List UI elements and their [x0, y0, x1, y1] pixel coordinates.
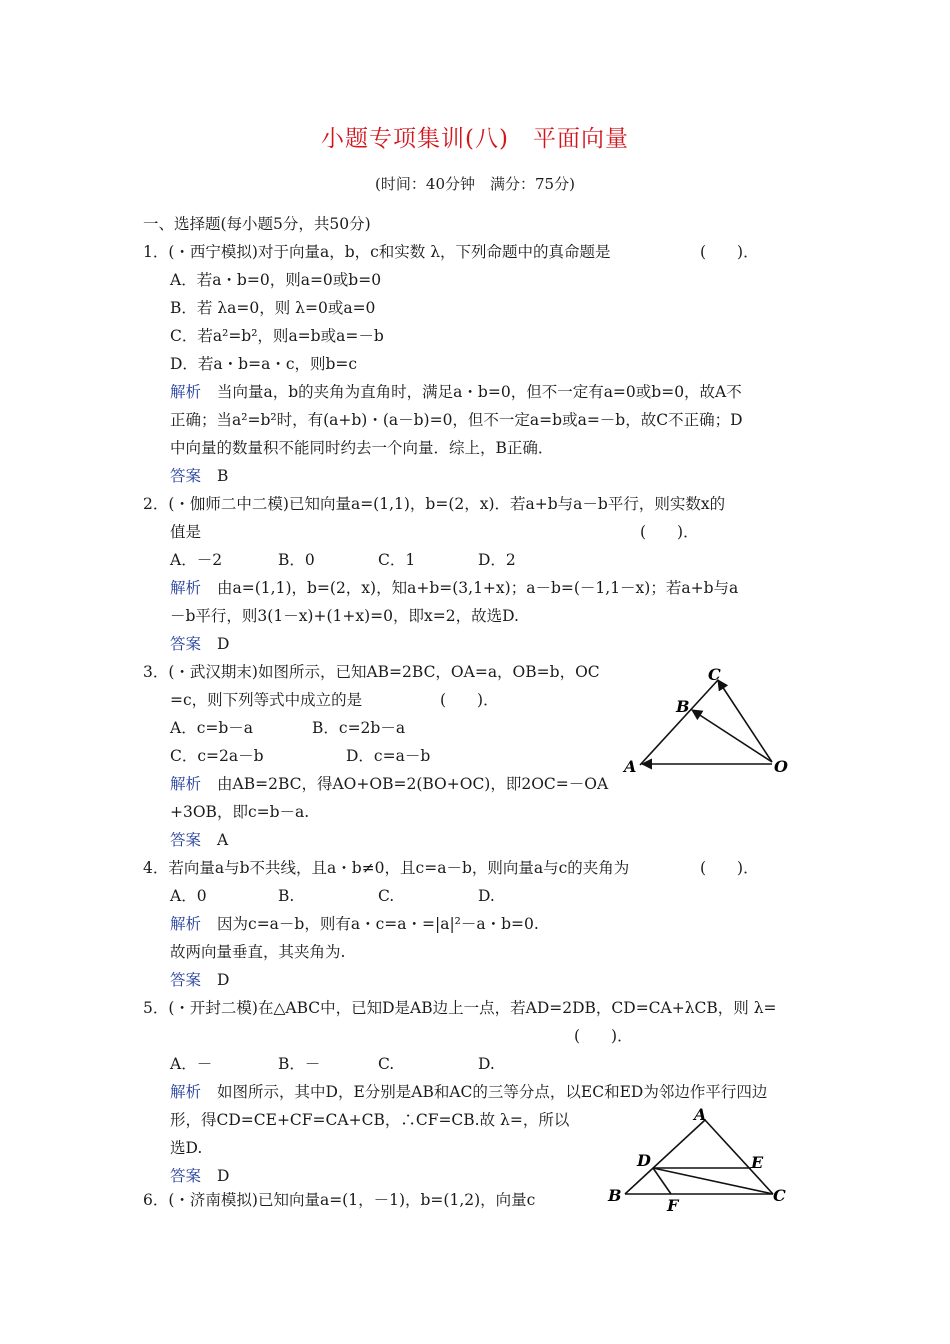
- q1-analysis-line: 中向量的数量积不能同时约去一个向量．综上，B正确．: [170, 439, 554, 457]
- q4-paren: ( )．: [700, 859, 759, 877]
- q3-answer-line: [170, 830, 228, 850]
- q3-option-d: D．c=a－b: [346, 747, 431, 765]
- analysis-label: 解析: [170, 1083, 202, 1101]
- q3-analysis-line: 解析 由AB=2BC，得AO+OB=2(BO+OC)，即2OC=－OA: [170, 775, 609, 793]
- q1-option-a: A．若a・b=0，则a=0或b=0: [170, 271, 382, 289]
- q5-paren: ( )．: [574, 1027, 633, 1045]
- q5-option-a: A．－: [170, 1055, 213, 1073]
- q3-line-ac: [640, 680, 718, 765]
- q2-option-b: B．0: [278, 551, 315, 569]
- analysis-label: 解析: [170, 383, 202, 401]
- q5-option-c: C.: [378, 1055, 395, 1073]
- q4-answer: D: [217, 971, 230, 989]
- q2-option-a: A．－2: [170, 551, 223, 569]
- q3-paren: ( )．: [440, 691, 499, 709]
- q1-paren: ( )．: [700, 243, 759, 261]
- q5-label-b: B: [608, 1186, 622, 1205]
- q3-label-o: O: [774, 757, 788, 776]
- q2-analysis-line: －b平行，则3(1－x)+(1+x)=0，即x=2，故选D.: [170, 607, 519, 625]
- q4-option-a: A．0: [170, 887, 207, 905]
- section-heading: 一、选择题(每小题5分，共50分): [143, 215, 371, 233]
- q5-label-e: E: [751, 1153, 764, 1172]
- q4-option-d: D.: [478, 887, 495, 905]
- q5-answer: D: [217, 1167, 230, 1185]
- q2-stem-cont: 值是: [170, 523, 202, 541]
- q4-option-c: C.: [378, 887, 395, 905]
- q5-analysis-line: 形，得CD=CE+CF=CA+CB，∴CF=CB.故 λ=，所以: [170, 1111, 570, 1129]
- q3-line-ob: [692, 710, 772, 762]
- q1-analysis-line: 解析 当向量a，b的夹角为直角时，满足a・b=0，但不一定有a=0或b=0，故A不: [170, 383, 742, 401]
- q3-analysis-line: +3OB，即c=b－a.: [170, 803, 310, 821]
- q3-label-c: C: [708, 665, 721, 684]
- answer-label: 答案: [170, 467, 202, 485]
- analysis-label: 解析: [170, 915, 202, 933]
- q4-answer-line: [170, 970, 229, 990]
- q4-analysis-line: 解析 因为c=a－b，则有a・c=a・=|a|²－a・b=0.: [170, 915, 539, 933]
- q3-option-b: B．c=2b－a: [312, 719, 406, 737]
- q3-option-c: C．c=2a－b: [170, 747, 264, 765]
- q5-label-d: D: [637, 1151, 651, 1170]
- q3-figure: [620, 660, 800, 780]
- page-title: 小题专项集训(八) 平面向量: [321, 126, 629, 152]
- page-subtitle: (时间：40分钟 满分：75分): [375, 175, 575, 193]
- q3-label-b: B: [676, 697, 690, 716]
- q5-figure: [605, 1104, 795, 1214]
- q1-answer: B: [217, 467, 229, 485]
- q5-label-f: F: [667, 1196, 679, 1214]
- answer-label: 答案: [170, 635, 202, 653]
- q3-stem-cont: =c，则下列等式中成立的是: [170, 691, 363, 709]
- q2-option-d: D．2: [478, 551, 516, 569]
- q2-stem: 2．(・伽师二中二模)已知向量a=(1,1)，b=(2，x)．若a+b与a－b平行，则实数x的: [143, 495, 726, 513]
- q3-answer: A: [217, 831, 229, 849]
- analysis-label: 解析: [170, 775, 202, 793]
- q5-label-c: C: [773, 1186, 786, 1205]
- q3-stem: 3．(・武汉期末)如图所示，已知AB=2BC，OA=a，OB=b，OC: [143, 663, 600, 681]
- q5-label-a: A: [694, 1105, 707, 1124]
- q5-analysis-line: 解析 如图所示，其中D，E分别是AB和AC的三等分点，以EC和ED为邻边作平行四边: [170, 1083, 768, 1101]
- q5-stem: 5．(・开封二模)在△ABC中，已知D是AB边上一点，若AD=2DB，CD=CA+λCB，则 λ=: [143, 999, 777, 1017]
- analysis-label: 解析: [170, 579, 202, 597]
- q6-stem: 6．(・济南模拟)已知向量a=(1，－1)，b=(1,2)，向量c: [143, 1191, 536, 1209]
- q1-analysis-line: 正确；当a²=b²时，有(a+b)・(a－b)=0，但不一定a=b或a=－b，故C不正确；D: [170, 411, 743, 429]
- q2-answer: D: [217, 635, 230, 653]
- answer-label: 答案: [170, 1167, 202, 1185]
- q1-stem: 1．(・西宁模拟)对于向量a，b，c和实数 λ，下列命题中的真命题是: [143, 243, 611, 261]
- q2-analysis-line: 解析 由a=(1,1)，b=(2，x)，知a+b=(3,1+x)；a－b=(－1,1－x)；若a+b与a: [170, 579, 739, 597]
- answer-label: 答案: [170, 831, 202, 849]
- q4-stem: 4．若向量a与b不共线，且a・b≠0，且c=a－b，则向量a与c的夹角为: [143, 859, 630, 877]
- q5-analysis-line: 选D.: [170, 1139, 203, 1157]
- q2-answer-line: [170, 634, 229, 654]
- q5-answer-line: [170, 1166, 229, 1186]
- q5-option-b: B．－: [278, 1055, 321, 1073]
- q4-option-b: B.: [278, 887, 295, 905]
- q1-option-c: C．若a²=b²，则a=b或a=－b: [170, 327, 384, 345]
- q3-label-a: A: [624, 757, 637, 776]
- q2-paren: ( )．: [640, 523, 699, 541]
- q5-option-d: D.: [478, 1055, 495, 1073]
- q2-option-c: C．1: [378, 551, 416, 569]
- q4-analysis-line: 故两向量垂直，其夹角为.: [170, 943, 346, 961]
- q1-answer-line: [170, 466, 228, 486]
- q3-option-a: A．c=b－a: [170, 719, 254, 737]
- q3-line-oc: [718, 680, 772, 762]
- answer-label: 答案: [170, 971, 202, 989]
- q1-option-d: D．若a・b=a・c，则b=c: [170, 355, 358, 373]
- q1-option-b: B．若 λa=0，则 λ=0或a=0: [170, 299, 376, 317]
